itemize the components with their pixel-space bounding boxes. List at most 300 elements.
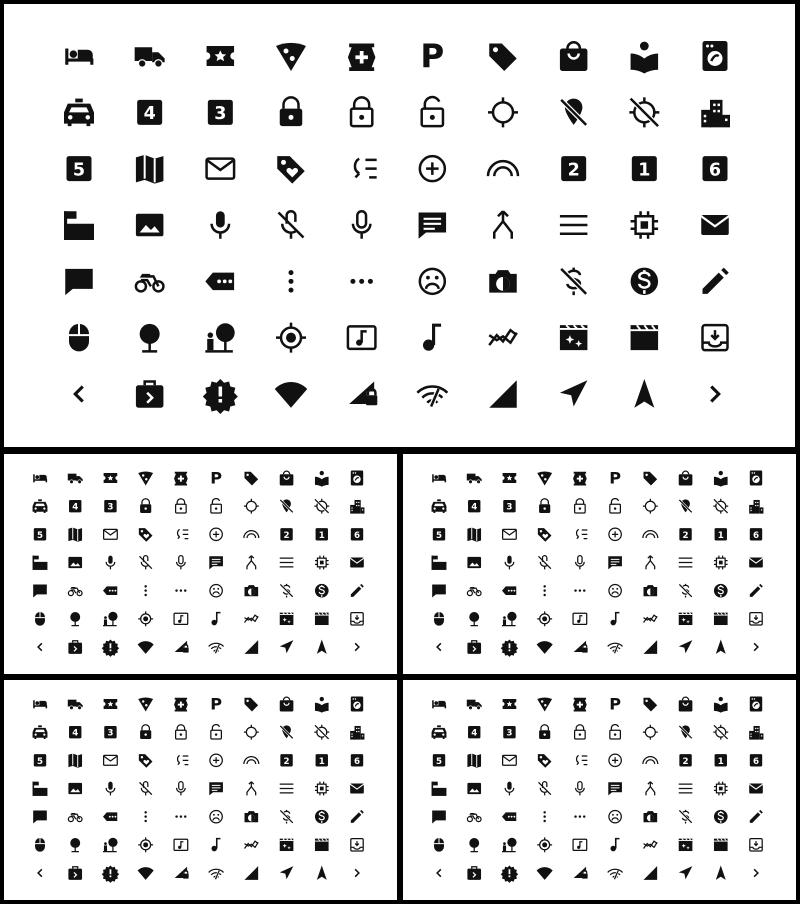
navigation-icon: [716, 640, 726, 654]
network-wifi-icon: [275, 382, 308, 408]
navigation-icon: [317, 640, 327, 654]
local-laundry-service-icon: [351, 697, 363, 712]
mood-bad-icon: [609, 584, 621, 596]
move-to-inbox-icon: [351, 839, 363, 851]
low-priority-icon: [178, 755, 189, 764]
network-locked-icon: [175, 641, 189, 653]
mouse-icon: [434, 838, 444, 852]
motorcycle-icon: [136, 274, 164, 292]
local-offer-icon: [644, 472, 658, 486]
more-icon: [205, 273, 234, 291]
multiline-chart-icon: [245, 841, 259, 848]
lock-open-icon: [610, 725, 621, 739]
svg-text:4: 4: [72, 502, 79, 513]
local-taxi-icon: [64, 99, 94, 127]
svg-text:1: 1: [717, 530, 724, 541]
motorcycle-icon: [68, 813, 82, 822]
local-offer-icon: [245, 472, 259, 486]
new-releases-icon: [102, 866, 119, 883]
nature-people-icon: [502, 838, 517, 852]
local-pizza-icon: [138, 471, 153, 485]
more-horiz-icon: [175, 589, 186, 591]
location-disabled-icon: [314, 499, 329, 514]
network-locked-icon: [574, 641, 588, 653]
looks-5-icon: [433, 754, 445, 767]
svg-text:4: 4: [471, 502, 478, 513]
network-check-icon: [608, 869, 623, 879]
image-icon: [68, 557, 82, 568]
looks-3-icon: [104, 500, 116, 513]
svg-text:1: 1: [318, 530, 325, 541]
looks-6-icon: [351, 528, 363, 541]
mic-icon: [106, 556, 115, 570]
network-check-icon: [209, 643, 224, 653]
move-to-inbox-icon: [703, 325, 728, 350]
markunread-mailbox-icon: [33, 556, 48, 570]
svg-text:5: 5: [435, 756, 443, 767]
location-disabled-icon: [629, 97, 659, 127]
local-activity-icon: [104, 699, 118, 709]
email-icon: [749, 784, 763, 794]
add-circle-outline-icon: [609, 528, 621, 540]
mail-outline-icon: [207, 159, 235, 179]
email-icon: [701, 215, 729, 235]
mode-edit-icon: [750, 810, 763, 823]
local-mall-icon: [679, 697, 693, 711]
mouse-icon: [434, 612, 444, 626]
lock-outline-icon: [176, 725, 187, 739]
menu-icon: [560, 216, 588, 234]
location-off-icon: [280, 499, 292, 512]
more-icon: [502, 586, 516, 595]
svg-text:P: P: [609, 468, 622, 488]
looks-6-icon: [703, 156, 728, 181]
music-note-icon: [423, 325, 441, 351]
loyalty-icon: [139, 528, 153, 542]
local-pizza-icon: [537, 697, 552, 711]
network-wifi-icon: [138, 641, 154, 654]
svg-text:P: P: [420, 37, 445, 76]
hotel-icon: [432, 474, 446, 482]
network-check-icon: [209, 869, 224, 879]
lock-outline-icon: [351, 97, 372, 126]
menu-icon: [679, 558, 693, 567]
add-circle-outline-icon: [609, 754, 621, 766]
looks-5-icon: [433, 528, 445, 541]
mode-edit-icon: [351, 584, 364, 597]
movie-creation-icon: [714, 839, 728, 851]
mail-outline-icon: [503, 755, 517, 765]
looks-one-icon: [715, 754, 727, 767]
mood-bad-icon: [420, 269, 445, 294]
local-taxi-icon: [432, 725, 447, 739]
monetization-on-icon: [315, 584, 329, 598]
local-pharmacy-icon: [174, 472, 188, 486]
svg-text:5: 5: [435, 530, 443, 541]
svg-text:3: 3: [506, 728, 513, 739]
music-note-icon: [610, 613, 619, 626]
movie-filter-icon: [280, 839, 294, 851]
email-icon: [350, 784, 364, 794]
music-note-icon: [211, 839, 220, 852]
navigate-before-icon: [38, 643, 42, 650]
email-icon: [749, 558, 763, 568]
network-locked-icon: [574, 867, 588, 879]
location-city-icon: [749, 726, 763, 740]
more-icon: [103, 812, 117, 821]
local-shipping-icon: [467, 474, 482, 484]
merge-type-icon: [646, 556, 655, 570]
local-activity-icon: [104, 473, 118, 483]
music-video-icon: [573, 839, 587, 850]
icon-grid-preview-panel-4: [403, 680, 796, 900]
svg-text:2: 2: [682, 530, 689, 541]
looks-6-icon: [750, 528, 762, 541]
location-city-icon: [350, 500, 364, 514]
looks-icon: [643, 757, 658, 764]
mic-icon: [505, 782, 514, 796]
local-library-icon: [315, 471, 329, 487]
mic-icon: [505, 556, 514, 570]
lock-icon: [280, 97, 303, 126]
location-searching-icon: [643, 499, 658, 514]
local-laundry-service-icon: [351, 471, 363, 486]
svg-text:P: P: [210, 694, 223, 714]
local-laundry-service-icon: [750, 471, 762, 486]
next-week-icon: [467, 867, 481, 880]
location-city-icon: [350, 726, 364, 740]
more-vert-icon: [543, 585, 545, 596]
icon-grid-preview-2: [403, 454, 796, 674]
navigate-next-icon: [355, 643, 359, 650]
hotel-icon: [432, 700, 446, 708]
looks-icon: [244, 531, 259, 538]
nature-icon: [140, 324, 160, 352]
local-library-icon: [714, 471, 728, 487]
local-offer-icon: [489, 44, 517, 72]
mic-none-icon: [576, 782, 585, 796]
network-cell-icon: [245, 640, 259, 654]
icon-grid-preview-1: [4, 454, 397, 674]
my-location-icon: [138, 837, 153, 852]
local-shipping-icon: [467, 700, 482, 710]
looks-4-icon: [468, 500, 480, 513]
image-icon: [467, 557, 481, 568]
local-shipping-icon: [68, 700, 83, 710]
looks-3-icon: [208, 100, 233, 125]
add-circle-outline-icon: [420, 156, 445, 181]
add-circle-outline-icon: [210, 754, 222, 766]
menu-icon: [280, 784, 294, 793]
low-priority-icon: [178, 529, 189, 538]
multiline-chart-icon: [489, 330, 517, 345]
more-horiz-icon: [574, 815, 585, 817]
new-releases-icon: [203, 379, 238, 414]
nature-icon: [70, 612, 80, 626]
looks-5-icon: [34, 754, 46, 767]
svg-text:6: 6: [752, 756, 760, 767]
looks-two-icon: [561, 156, 586, 181]
next-week-icon: [68, 867, 82, 880]
local-activity-icon: [503, 473, 517, 483]
network-wifi-icon: [138, 867, 154, 880]
mood-bad-icon: [609, 810, 621, 822]
location-off-icon: [561, 99, 586, 125]
music-note-icon: [211, 613, 220, 626]
music-video-icon: [174, 613, 188, 624]
chat-bubble-icon: [33, 584, 47, 597]
svg-text:P: P: [210, 468, 223, 488]
chat-bubble-icon: [432, 810, 446, 823]
mic-off-icon: [538, 556, 550, 570]
chat-bubble-icon: [65, 269, 93, 295]
looks-icon: [643, 531, 658, 538]
lock-icon: [140, 499, 151, 513]
svg-text:6: 6: [708, 160, 722, 181]
map-icon: [136, 155, 164, 184]
network-cell-icon: [644, 640, 658, 654]
navigate-before-icon: [75, 387, 83, 402]
looks-one-icon: [316, 754, 328, 767]
svg-text:4: 4: [471, 728, 478, 739]
icon-grid-main: [4, 4, 795, 447]
looks-two-icon: [280, 528, 292, 541]
mail-outline-icon: [104, 529, 118, 539]
more-vert-icon: [543, 811, 545, 822]
navigation-icon: [634, 379, 654, 408]
looks-5-icon: [67, 156, 92, 181]
mic-off-icon: [538, 782, 550, 796]
location-searching-icon: [488, 97, 518, 127]
navigate-before-icon: [437, 643, 441, 650]
more-vert-icon: [144, 811, 146, 822]
location-city-icon: [749, 500, 763, 514]
near-me-icon: [560, 380, 588, 406]
network-cell-icon: [489, 380, 517, 408]
lock-icon: [539, 499, 550, 513]
map-icon: [68, 754, 82, 768]
email-icon: [350, 558, 364, 568]
svg-text:4: 4: [143, 104, 156, 125]
svg-text:2: 2: [682, 756, 689, 767]
monetization-on-icon: [714, 810, 728, 824]
more-horiz-icon: [350, 279, 373, 284]
mic-off-icon: [139, 782, 151, 796]
looks-3-icon: [503, 500, 515, 513]
message-icon: [209, 556, 223, 569]
icon-grid-main-panel: [4, 4, 795, 447]
next-week-icon: [136, 382, 164, 408]
memory-icon: [714, 556, 728, 570]
image-icon: [136, 214, 164, 237]
my-location-icon: [537, 611, 552, 626]
looks-6-icon: [750, 754, 762, 767]
motorcycle-icon: [68, 587, 82, 596]
local-parking-icon: [210, 469, 222, 488]
movie-filter-icon: [679, 613, 693, 625]
new-releases-icon: [501, 866, 518, 883]
location-disabled-icon: [713, 725, 728, 740]
nature-icon: [469, 612, 479, 626]
looks-icon: [244, 757, 259, 764]
location-city-icon: [701, 100, 730, 128]
loyalty-icon: [538, 754, 552, 768]
music-video-icon: [174, 839, 188, 850]
looks-6-icon: [351, 754, 363, 767]
more-horiz-icon: [574, 589, 585, 591]
movie-filter-icon: [560, 325, 588, 350]
network-cell-icon: [245, 866, 259, 880]
mode-edit-icon: [703, 268, 729, 294]
icon-grid-preview-panel-1: [4, 454, 397, 674]
looks-two-icon: [280, 754, 292, 767]
local-mall-icon: [280, 471, 294, 485]
local-pharmacy-icon: [573, 472, 587, 486]
more-vert-icon: [289, 270, 294, 293]
low-priority-icon: [355, 159, 377, 178]
looks-two-icon: [679, 754, 691, 767]
local-pharmacy-icon: [174, 698, 188, 712]
near-me-icon: [679, 640, 693, 653]
mood-bad-icon: [210, 810, 222, 822]
mic-off-icon: [139, 556, 151, 570]
navigation-icon: [716, 866, 726, 880]
money-off-icon: [280, 810, 292, 824]
navigate-before-icon: [437, 869, 441, 876]
local-pizza-icon: [138, 697, 153, 711]
local-library-icon: [631, 42, 659, 74]
local-shipping-icon: [135, 47, 165, 67]
mouse-icon: [35, 838, 45, 852]
memory-icon: [714, 782, 728, 796]
movie-creation-icon: [631, 325, 659, 350]
svg-text:3: 3: [214, 104, 227, 125]
icon-grid-preview-panel-3: [4, 680, 397, 900]
lock-open-icon: [211, 499, 222, 513]
monochrome-photos-icon: [489, 270, 517, 293]
location-off-icon: [280, 725, 292, 738]
location-off-icon: [679, 499, 691, 512]
movie-creation-icon: [714, 613, 728, 625]
message-icon: [209, 782, 223, 795]
looks-4-icon: [69, 500, 81, 513]
music-video-icon: [348, 326, 376, 349]
more-horiz-icon: [175, 815, 186, 817]
location-disabled-icon: [314, 725, 329, 740]
network-wifi-icon: [537, 867, 553, 880]
hotel-icon: [33, 474, 47, 482]
svg-text:6: 6: [752, 530, 760, 541]
svg-text:2: 2: [283, 756, 290, 767]
chat-bubble-icon: [432, 584, 446, 597]
multiline-chart-icon: [644, 615, 658, 622]
local-offer-icon: [245, 698, 259, 712]
more-icon: [103, 586, 117, 595]
local-activity-icon: [503, 699, 517, 709]
more-vert-icon: [144, 585, 146, 596]
local-activity-icon: [207, 46, 235, 66]
monetization-on-icon: [714, 584, 728, 598]
mic-none-icon: [353, 211, 371, 239]
svg-text:3: 3: [107, 728, 114, 739]
nature-people-icon: [205, 323, 234, 351]
move-to-inbox-icon: [750, 613, 762, 625]
navigate-before-icon: [38, 869, 42, 876]
my-location-icon: [138, 611, 153, 626]
movie-filter-icon: [280, 613, 294, 625]
local-mall-icon: [560, 42, 588, 71]
monetization-on-icon: [631, 268, 659, 296]
looks-two-icon: [679, 528, 691, 541]
local-parking-icon: [609, 469, 621, 488]
network-check-icon: [417, 387, 447, 407]
mic-none-icon: [177, 556, 186, 570]
location-searching-icon: [244, 725, 259, 740]
monochrome-photos-icon: [245, 585, 259, 596]
motorcycle-icon: [467, 813, 481, 822]
svg-text:1: 1: [638, 160, 651, 181]
nature-people-icon: [502, 612, 517, 626]
svg-text:1: 1: [717, 756, 724, 767]
message-icon: [608, 556, 622, 569]
looks-3-icon: [104, 726, 116, 739]
mouse-icon: [69, 324, 89, 352]
svg-text:4: 4: [72, 728, 79, 739]
lock-open-icon: [422, 97, 443, 126]
markunread-mailbox-icon: [432, 556, 447, 570]
merge-type-icon: [494, 211, 512, 239]
local-laundry-service-icon: [703, 41, 728, 71]
move-to-inbox-icon: [351, 613, 363, 625]
mic-none-icon: [177, 782, 186, 796]
message-icon: [419, 213, 447, 239]
looks-icon: [488, 161, 518, 176]
looks-one-icon: [316, 528, 328, 541]
music-note-icon: [610, 839, 619, 852]
local-laundry-service-icon: [750, 697, 762, 712]
loyalty-icon: [139, 754, 153, 768]
monochrome-photos-icon: [644, 585, 658, 596]
mic-none-icon: [576, 556, 585, 570]
markunread-mailbox-icon: [33, 782, 48, 796]
lock-icon: [539, 725, 550, 739]
money-off-icon: [561, 268, 586, 296]
svg-text:P: P: [609, 694, 622, 714]
looks-one-icon: [715, 528, 727, 541]
local-parking-icon: [609, 695, 621, 714]
lock-outline-icon: [176, 499, 187, 513]
music-video-icon: [573, 613, 587, 624]
multiline-chart-icon: [644, 841, 658, 848]
add-circle-outline-icon: [210, 528, 222, 540]
mode-edit-icon: [351, 810, 364, 823]
location-disabled-icon: [713, 499, 728, 514]
network-locked-icon: [349, 382, 377, 406]
mic-icon: [106, 782, 115, 796]
image-icon: [467, 783, 481, 794]
nature-people-icon: [103, 838, 118, 852]
icon-grid-preview-3: [4, 680, 397, 900]
svg-text:2: 2: [283, 530, 290, 541]
map-icon: [467, 754, 481, 768]
svg-text:3: 3: [107, 502, 114, 513]
looks-4-icon: [137, 100, 162, 125]
lock-open-icon: [211, 725, 222, 739]
svg-text:3: 3: [506, 502, 513, 513]
near-me-icon: [280, 640, 294, 653]
nature-icon: [469, 838, 479, 852]
image-icon: [68, 783, 82, 794]
